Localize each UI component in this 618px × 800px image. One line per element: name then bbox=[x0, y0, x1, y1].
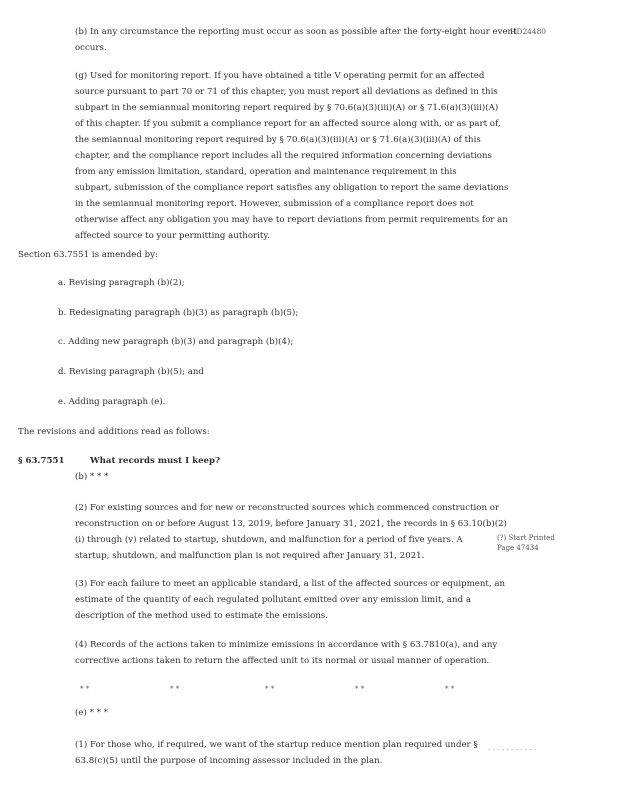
star-mark: * * bbox=[170, 685, 180, 693]
footer-marks: - - - - - - - - - - - bbox=[488, 746, 537, 754]
note-line: Page 47434 bbox=[497, 544, 539, 552]
text-line: source pursuant to part 70 or 71 of this chapter, you must report all deviations as defined in this bbox=[75, 87, 498, 97]
list-item: c. Adding new paragraph (b)(3) and paragraph (b)(4); bbox=[58, 337, 294, 347]
section-number: § 63.7551 bbox=[18, 456, 65, 466]
text-line: estimate of the quantity of each regulated pollutant emitted over any emission limit, and a bbox=[75, 595, 471, 605]
text-line: in the semiannual monitoring report. However, submission of a compliance report does not bbox=[75, 199, 474, 209]
star-mark: * * bbox=[445, 685, 455, 693]
text-line: (b) In any circumstance the reporting must occur as soon as possible after the forty-eight hour event bbox=[75, 27, 517, 37]
note-line: (?) Start Printed bbox=[497, 534, 555, 542]
list-item: e. Adding paragraph (e). bbox=[58, 397, 166, 407]
list-item: a. Revising paragraph (b)(2); bbox=[58, 278, 185, 288]
text-line: subpart in the semiannual monitoring report required by § 70.6(a)(3)(iii)(A) or § 71.6(a)(3)(iii)(A) bbox=[75, 103, 499, 113]
text-line: the semiannual monitoring report required by § 70.6(a)(3)(iii)(A) or § 71.6(a)(3)(iii)(A) of this bbox=[75, 135, 481, 145]
revision-intro: The revisions and additions read as follows: bbox=[18, 427, 210, 437]
text-line: of this chapter. If you submit a compliance report for an affected source along with, or as part of, bbox=[75, 119, 501, 129]
text-line: (g) Used for monitoring report. If you have obtained a title V operating permit for an affected bbox=[75, 71, 485, 81]
text-line: (2) For existing sources and for new or reconstructed sources which commenced construction or bbox=[75, 503, 500, 513]
text-line: 63.8(c)(5) until the purpose of incoming assessor included in the plan. bbox=[75, 756, 383, 766]
text-line: subpart, submission of the compliance report satisfies any obligation to report the same deviations bbox=[75, 183, 509, 193]
text-line: from any emission limitation, standard, operation and maintenance requirement in this bbox=[75, 167, 457, 177]
text-line: (3) For each failure to meet an applicable standard, a list of the affected sources or equipment, an bbox=[75, 579, 506, 589]
text-line: description of the method used to estimate the emissions. bbox=[75, 611, 328, 621]
printed-page-note bbox=[497, 533, 555, 553]
list-item: d. Revising paragraph (b)(5); and bbox=[58, 367, 204, 377]
text-line: affected source to your permitting authority. bbox=[75, 231, 270, 241]
text-line: otherwise affect any obligation you may have to report deviations from permit requirements for an bbox=[75, 215, 508, 225]
text-line: (1) For those who, if required, we want of the startup reduce mention plan required under § bbox=[75, 740, 478, 750]
list-item: b. Redesignating paragraph (b)(3) as paragraph (b)(5); bbox=[58, 308, 299, 318]
text-line: corrective actions taken to return the affected unit to its normal or usual manner of operation. bbox=[75, 656, 490, 666]
paragraph-b-marker: (b) * * * bbox=[75, 472, 109, 482]
document-id: HD24480 bbox=[510, 27, 546, 36]
amendment-intro: Section 63.7551 is amended by: bbox=[18, 250, 158, 260]
text-line: occurs. bbox=[75, 43, 107, 53]
text-line: reconstruction on or before August 13, 2019, before January 31, 2021, the records in § 63.10(b)(2) bbox=[75, 519, 507, 529]
text-line: (4) Records of the actions taken to minimize emissions in accordance with § 63.7810(a), and any bbox=[75, 640, 498, 650]
text-line: chapter, and the compliance report includes all the required information concerning deviations bbox=[75, 151, 492, 161]
star-mark: * * bbox=[80, 685, 90, 693]
star-mark: * * bbox=[265, 685, 275, 693]
text-line: startup, shutdown, and malfunction plan is not required after January 31, 2021. bbox=[75, 551, 425, 561]
star-mark: * * bbox=[355, 685, 365, 693]
paragraph-e-marker: (e) * * * bbox=[75, 708, 108, 718]
section-title: What records must I keep? bbox=[90, 456, 221, 466]
text-line: (i) through (v) related to startup, shutdown, and malfunction for a period of five years. A bbox=[75, 535, 463, 545]
